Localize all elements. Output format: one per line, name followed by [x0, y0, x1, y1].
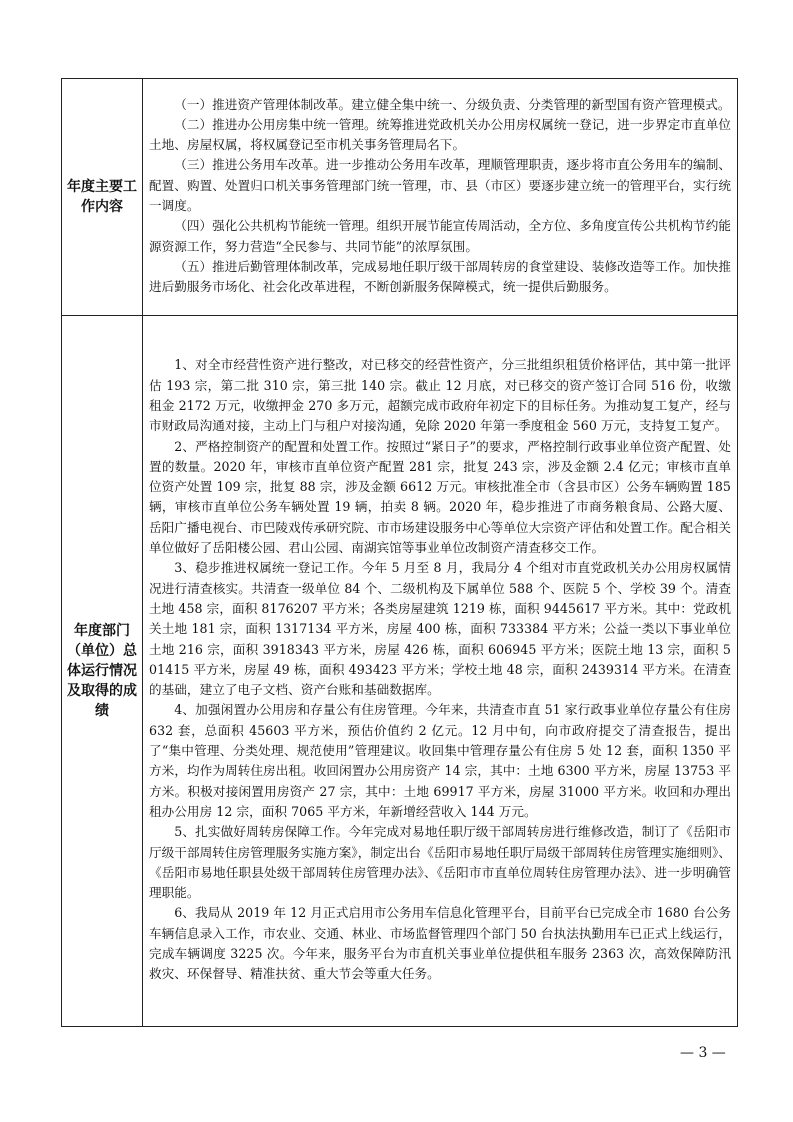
row-label: 年度主要工作内容 — [67, 179, 137, 215]
paragraph: （二）推进办公用房集中统一管理。统筹推进党政机关办公用房权属统一登记，进一步界定市直单位土地、房屋权属，将权属登记至市机关事务管理局名下。 — [149, 116, 731, 153]
row-content-cell — [143, 316, 738, 1027]
table-row-achievements — [62, 316, 738, 1027]
row-content-cell — [143, 79, 738, 316]
paragraph: （一）推进资产管理体制改革。建立健全集中统一、分级负责、分类管理的新型国有资产管理模式。 — [174, 96, 731, 112]
table-row-work-content — [62, 79, 738, 316]
paragraph: 3、稳步推进权属统一登记工作。今年 5 月至 8 月，我局分 4 个组对市直党政机关办公用房权属情况进行清查核实。共清查一级单位 84 个、二级机构及下属单位 588 个、医院 5 个、学校 39 个。清查土地 458 宗，面积 8176207 平方米；各类房屋建筑 1219 栋，面积 9445617 平方米。其中：党政机关土地 181 宗，面积 1317134 平方米，房屋 400 栋，面积 733384 平方米；公益一类以下事业单位土地 216 宗，面积 3918343 平方米，房屋 426 栋，面积 606945 平方米；医院土地 13 宗，面积 501415 平方米，房屋 49 栋，面积 493423 平方米；学校土地 48 宗，面积 2439314 平方米。在清查的基础，建立了电子文档、资产台账和基础数据库。 — [149, 560, 731, 698]
page-number: — 3 — — [680, 1045, 726, 1061]
paragraph: 4、加强闲置办公用房和存量公有住房管理。今年来，共清查市直 51 家行政事业单位存量公有住房 632 套，总面积 45603 平方米，预估价值约 2 亿元。12 月中旬，向市政府提交了清查报告，提出了“集中管理、分类处理、规范使用”管理建议。收回集中管理存量公有住房 5 处 12 套，面积 1350 平方米，均作为周转住房出租。收回闲置办公用房资产 14 宗，其中：土地 6300 平方米，房屋 13753 平方米。积极对接闲置用房资产 27 宗，其中：土地 69917 平方米，房屋 31000 平方米。收回和办理出租办公用房 12 宗，面积 7065 平方米，年新增经营收入 144 万元。 — [149, 702, 731, 819]
report-table — [61, 78, 738, 1027]
paragraph: 2、严格控制资产的配置和处置工作。按照过“紧日子”的要求，严格控制行政事业单位资产配置、处置的数量。2020 年，审核市直单位资产配置 281 宗，批复 243 宗，涉及金额 2.4 亿元；审核市直单位资产处置 109 宗，批复 88 宗，涉及金额 6612 万元。审核批准全市（含县市区）公务车辆购置 185 辆，审核市直单位公务车辆处置 19 辆，拍卖 8 辆。2020 年，稳步推进了市商务粮食局、公路大厦、岳阳广播电视台、市巴陵戏传承研究院、市市场建设服务中心等单位大宗资产评估和处置工作。配合相关单位做好了岳阳楼公园、君山公园、南湖宾馆等事业单位改制资产清查移交工作。 — [149, 438, 731, 556]
paragraph: 5、扎实做好周转房保障工作。今年完成对易地任职厅级干部周转房进行维修改造，制订了《岳阳市厅级干部周转住房管理服务实施方案》，制定出台《岳阳市易地任职厅局级干部周转住房管理实施细则》、《岳阳市易地任职县处级干部周转住房管理办法》、《岳阳市市直单位周转住房管理办法》、进一步明确管理职能。 — [149, 824, 731, 901]
row-label-cell — [62, 316, 143, 1027]
row-label-cell — [62, 79, 143, 316]
paragraph: （四）强化公共机构节能统一管理。组织开展节能宣传周活动，全方位、多角度宣传公共机构节约能源资源工作，努力营造“全民参与、共同节能”的浓厚氛围。 — [149, 218, 731, 254]
paragraph: 6、我局从 2019 年 12 月正式启用市公务用车信息化管理平台，目前平台已完成全市 1680 台公务车辆信息录入工作，市农业、交通、林业、市场监督管理四个部门 50 台执法执勤用车已正式上线运行，完成车辆调度 3225 次。今年来，服务平台为市直机关事业单位提供租车服务 2363 次，高效保障防汛救灾、环保督导、精准扶贫、重大节会等重大任务。 — [149, 905, 731, 982]
paragraph: 1、对全市经营性资产进行整改，对已移交的经营性资产，分三批组织租赁价格评估，其中第一批评估 193 宗，第二批 310 宗，第三批 140 宗。截止 12 月底，对已移交的资产签订合同 516 份，收缴租金 2172 万元，收缴押金 270 多万元，超额完成市政府年初定下的目标任务。为推动复工复产，经与市财政局沟通对接，主动上门与租户对接沟通，免除 2020 年第一季度租金 560 万元，支持复工复产。 — [149, 357, 731, 434]
paragraph: （五）推进后勤管理体制改革，完成易地任职厅级干部周转房的食堂建设、装修改造等工作。加快推进后勤服务市场化、社会化改革进程，不断创新服务保障模式，统一提供后勤服务。 — [149, 258, 731, 295]
row-label: 年度部门（单位）总体运行情况及取得的成绩 — [67, 623, 137, 719]
paragraph: （三）推进公务用车改革。进一步推动公务用车改革，理顺管理职责，逐步将市直公务用车的编制、配置、购置、处置归口机关事务管理部门统一管理，市、县（市区）要逐步建立统一的管理平台，实行统一调度。 — [149, 157, 731, 213]
